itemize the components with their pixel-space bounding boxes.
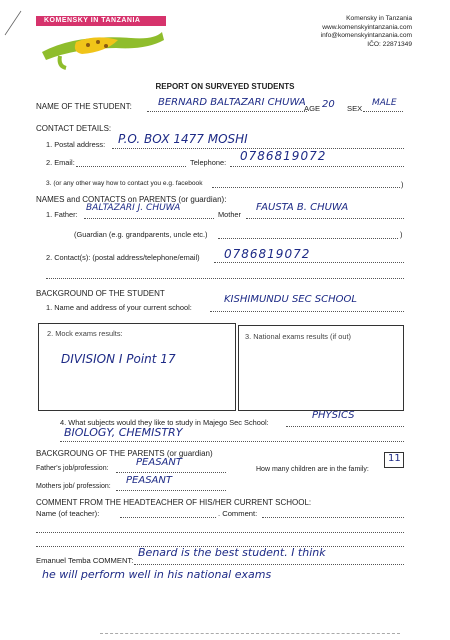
children-box: [384, 452, 404, 468]
guardian-line: [218, 238, 398, 239]
scan-mark: [2, 8, 24, 38]
guardian-label: (Guardian (e.g. grandparents, uncle etc.): [74, 230, 208, 239]
mock-exams-box: [38, 323, 236, 411]
parents-heading: NAMES and CONTACTS on PARENTS (or guardian):: [36, 195, 227, 204]
mother-line: [246, 218, 404, 219]
mother-label: Mother: [218, 210, 242, 219]
final-comment-line-2: he will perform well in his national exams: [42, 568, 272, 581]
headteacher-heading: COMMENT FROM THE HEADTEACHER OF HIS/HER CURRENT SCHOOL:: [36, 498, 312, 507]
subjects-value-1: PHYSICS: [312, 410, 355, 421]
contact-heading: CONTACT DETAILS:: [36, 124, 112, 133]
logo: [36, 12, 166, 70]
org-name: Komensky in Tanzania: [346, 15, 412, 22]
subjects-line-1: [286, 426, 404, 427]
final-comment-line-1: Benard is the best student. I think: [138, 546, 326, 559]
telephone-label: Telephone:: [190, 158, 227, 167]
comment-line-2: [36, 532, 404, 533]
mother-profession-value: PEASANT: [126, 475, 172, 486]
background-heading: BACKGROUND OF THE STUDENT: [36, 289, 165, 298]
father-line: [84, 218, 214, 219]
national-exams-label: 3. National exams results (if out): [245, 332, 351, 341]
org-ico: IČO: 22871349: [367, 40, 412, 48]
age-value: 20: [322, 99, 335, 110]
brand-text: KOMENSKY IN TANZANIA: [44, 17, 141, 24]
sex-line: [363, 111, 403, 112]
teacher-name-line: [120, 517, 216, 518]
parents-bg-heading: BACKGROUNG OF THE PARENTS (or guardian): [36, 449, 213, 458]
email-line: [76, 166, 186, 167]
age-label: AGE: [304, 104, 321, 113]
comment-label: . Comment:: [218, 509, 258, 518]
student-name-line: [147, 111, 307, 112]
school-value: KISHIMUNDU SEC SCHOOL: [224, 294, 357, 305]
subjects-line-2: [60, 441, 404, 442]
other-contact-label: 3. (or any other way how to contact you e.g. facebook: [46, 180, 203, 187]
org-email: info@komenskyintanzania.com: [320, 32, 412, 40]
telephone-value: 0786819072: [240, 149, 327, 163]
scan-edge: [100, 632, 400, 634]
org-website: www.komenskyintanzania.com: [322, 23, 412, 31]
guardian-close: ): [400, 230, 403, 239]
parent-contacts-value: 0786819072: [224, 247, 311, 261]
org-contact-block: [321, 15, 412, 49]
email-label: 2. Email:: [46, 158, 75, 167]
student-name: BERNARD BALTAZARI CHUWA: [158, 97, 306, 108]
final-comment-label: Emanuel Temba COMMENT:: [36, 556, 134, 565]
national-exams-box: [238, 325, 404, 411]
parent-contacts-line-2: [46, 278, 404, 279]
report-title: REPORT ON SURVEYED STUDENTS: [155, 82, 295, 91]
sex-value: MALE: [372, 98, 397, 108]
student-name-label: NAME OF THE STUDENT:: [36, 102, 132, 111]
other-contact-line: [212, 187, 400, 188]
mother-value: FAUSTA B. CHUWA: [256, 202, 349, 213]
father-value: BALTAZARI J. CHUWA: [86, 203, 181, 213]
father-profession-line: [116, 472, 226, 473]
parent-contacts-label: 2. Contact(s): (postal address/telephone/email): [46, 253, 200, 262]
mock-exams-label: 2. Mock exams results:: [47, 329, 123, 338]
postal-value: P.O. BOX 1477 MOSHI: [118, 132, 248, 146]
final-comment-line: [134, 564, 404, 565]
father-profession-value: PEASANT: [136, 457, 182, 468]
comment-line: [262, 517, 404, 518]
children-value: 11: [388, 453, 401, 464]
school-label: 1. Name and address of your current school:: [46, 303, 192, 312]
teacher-name-label: Name (of teacher):: [36, 509, 100, 518]
mother-profession-label: Mothers job/ profession:: [36, 483, 111, 490]
father-label: 1. Father:: [46, 210, 78, 219]
parent-contacts-line: [214, 262, 404, 263]
mother-profession-line: [116, 490, 226, 491]
school-line: [210, 311, 404, 312]
sex-label: SEX: [347, 104, 363, 113]
mock-exams-value: DIVISION I Point 17: [61, 352, 176, 366]
children-label: How many children are in the family:: [256, 466, 369, 473]
subjects-label: 4. What subjects would they like to study in Majego Sec School:: [60, 418, 269, 427]
father-profession-label: Father's job/profession:: [36, 465, 109, 472]
telephone-line: [230, 166, 404, 167]
postal-label: 1. Postal address:: [46, 140, 106, 149]
subjects-value-2: BIOLOGY, CHEMISTRY: [64, 426, 183, 439]
other-contact-close: ): [401, 180, 404, 189]
